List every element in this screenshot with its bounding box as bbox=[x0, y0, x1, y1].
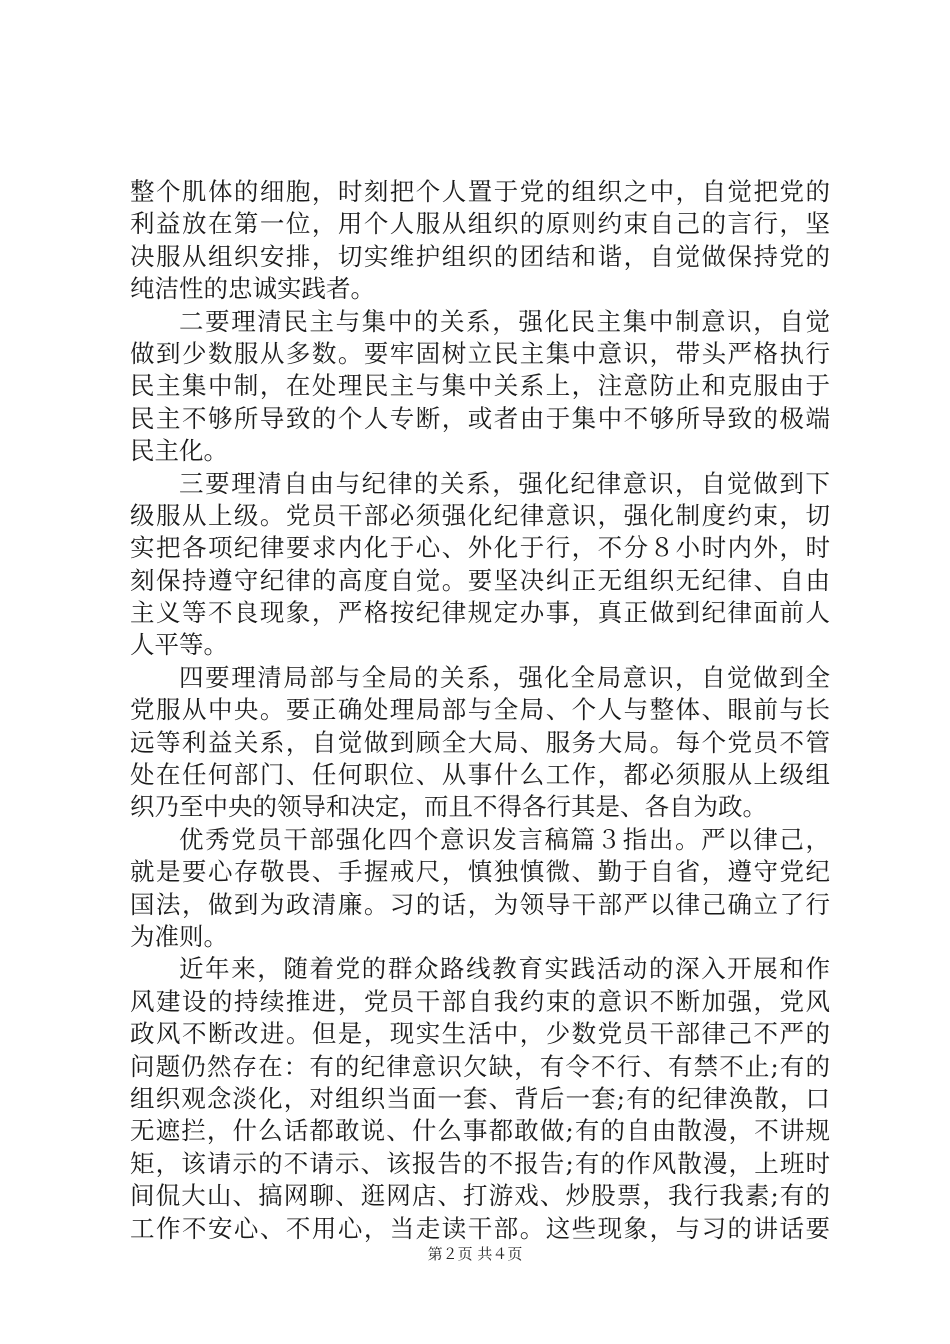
paragraph-line: 做到少数服从多数。要牢固树立民主集中意识，带头严格执行 bbox=[130, 338, 830, 368]
paragraph-line: 级服从上级。党员干部必须强化纪律意识，强化制度约束，切 bbox=[130, 500, 830, 530]
paragraph-line: 为准则。 bbox=[130, 921, 228, 951]
paragraph-line: 三要理清自由与纪律的关系，强化纪律意识，自觉做到下 bbox=[179, 468, 830, 498]
paragraph-line: 问题仍然存在：有的纪律意识欠缺，有令不行、有禁不止;有的 bbox=[130, 1051, 830, 1081]
paragraph-line: 远等利益关系，自觉做到顾全大局、服务大局。每个党员不管 bbox=[130, 727, 830, 757]
paragraph-line: 主义等不良现象，严格按纪律规定办事，真正做到纪律面前人 bbox=[130, 598, 830, 628]
paragraph-line: 近年来，随着党的群众路线教育实践活动的深入开展和作 bbox=[179, 954, 830, 984]
paragraph-line: 四要理清局部与全局的关系，强化全局意识，自觉做到全 bbox=[179, 662, 830, 692]
paragraph-line: 整个肌体的细胞，时刻把个人置于党的组织之中，自觉把党的 bbox=[130, 177, 830, 206]
paragraph-line: 风建设的持续推进，党员干部自我约束的意识不断加强，党风 bbox=[130, 986, 830, 1016]
paragraph-line: 民主不够所导致的个人专断，或者由于集中不够所导致的极端 bbox=[130, 403, 830, 433]
paragraph-line: 党服从中央。要正确处理局部与全局、个人与整体、眼前与长 bbox=[130, 695, 830, 725]
paragraph-line: 矩，该请示的不请示、该报告的不报告;有的作风散漫，上班时 bbox=[130, 1148, 830, 1178]
paragraph-line: 决服从组织安排，切实维护组织的团结和谐，自觉做保持党的 bbox=[130, 241, 830, 271]
paragraph-line: 纯洁性的忠诚实践者。 bbox=[130, 274, 375, 304]
paragraph-line: 无遮拦，什么话都敢说、什么事都敢做;有的自由散漫，不讲规 bbox=[130, 1116, 830, 1146]
paragraph-line: 织乃至中央的领导和决定，而且不得各行其是、各自为政。 bbox=[130, 792, 767, 822]
paragraph-line: 实把各项纪律要求内化于心、外化于行，不分８小时内外，时 bbox=[130, 533, 830, 563]
paragraph-line: 利益放在第一位，用个人服从组织的原则约束自己的言行，坚 bbox=[130, 209, 830, 239]
paragraph-line: 国法，做到为政清廉。习的话，为领导干部严以律己确立了行 bbox=[130, 889, 830, 919]
paragraph-line: 组织观念淡化，对组织当面一套、背后一套;有的纪律涣散，口 bbox=[130, 1083, 830, 1113]
paragraph-line: 政风不断改进。但是，现实生活中，少数党员干部律己不严的 bbox=[130, 1019, 830, 1049]
paragraph-line: 工作不安心、不用心，当走读干部。这些现象，与习的讲话要 bbox=[130, 1213, 830, 1243]
document-body bbox=[130, 176, 830, 1245]
paragraph-line: 二要理清民主与集中的关系，强化民主集中制意识，自觉 bbox=[179, 306, 830, 336]
paragraph-line: 刻保持遵守纪律的高度自觉。要坚决纠正无组织无纪律、自由 bbox=[130, 565, 830, 595]
paragraph-line: 就是要心存敬畏、手握戒尺，慎独慎微、勤于自省，遵守党纪 bbox=[130, 857, 830, 887]
paragraph-line: 处在任何部门、任何职位、从事什么工作，都必须服从上级组 bbox=[130, 760, 830, 790]
paragraph-line: 间侃大山、搞网聊、逛网店、打游戏、炒股票，我行我素;有的 bbox=[130, 1181, 830, 1211]
paragraph-line: 民主化。 bbox=[130, 436, 228, 466]
paragraph-line: 人平等。 bbox=[130, 630, 228, 660]
paragraph-line: 优秀党员干部强化四个意识发言稿篇３指出。严以律己， bbox=[179, 824, 830, 854]
page-footer: 第２页 共４页 bbox=[427, 1245, 523, 1263]
paragraph-line: 民主集中制，在处理民主与集中关系上，注意防止和克服由于 bbox=[130, 371, 830, 401]
